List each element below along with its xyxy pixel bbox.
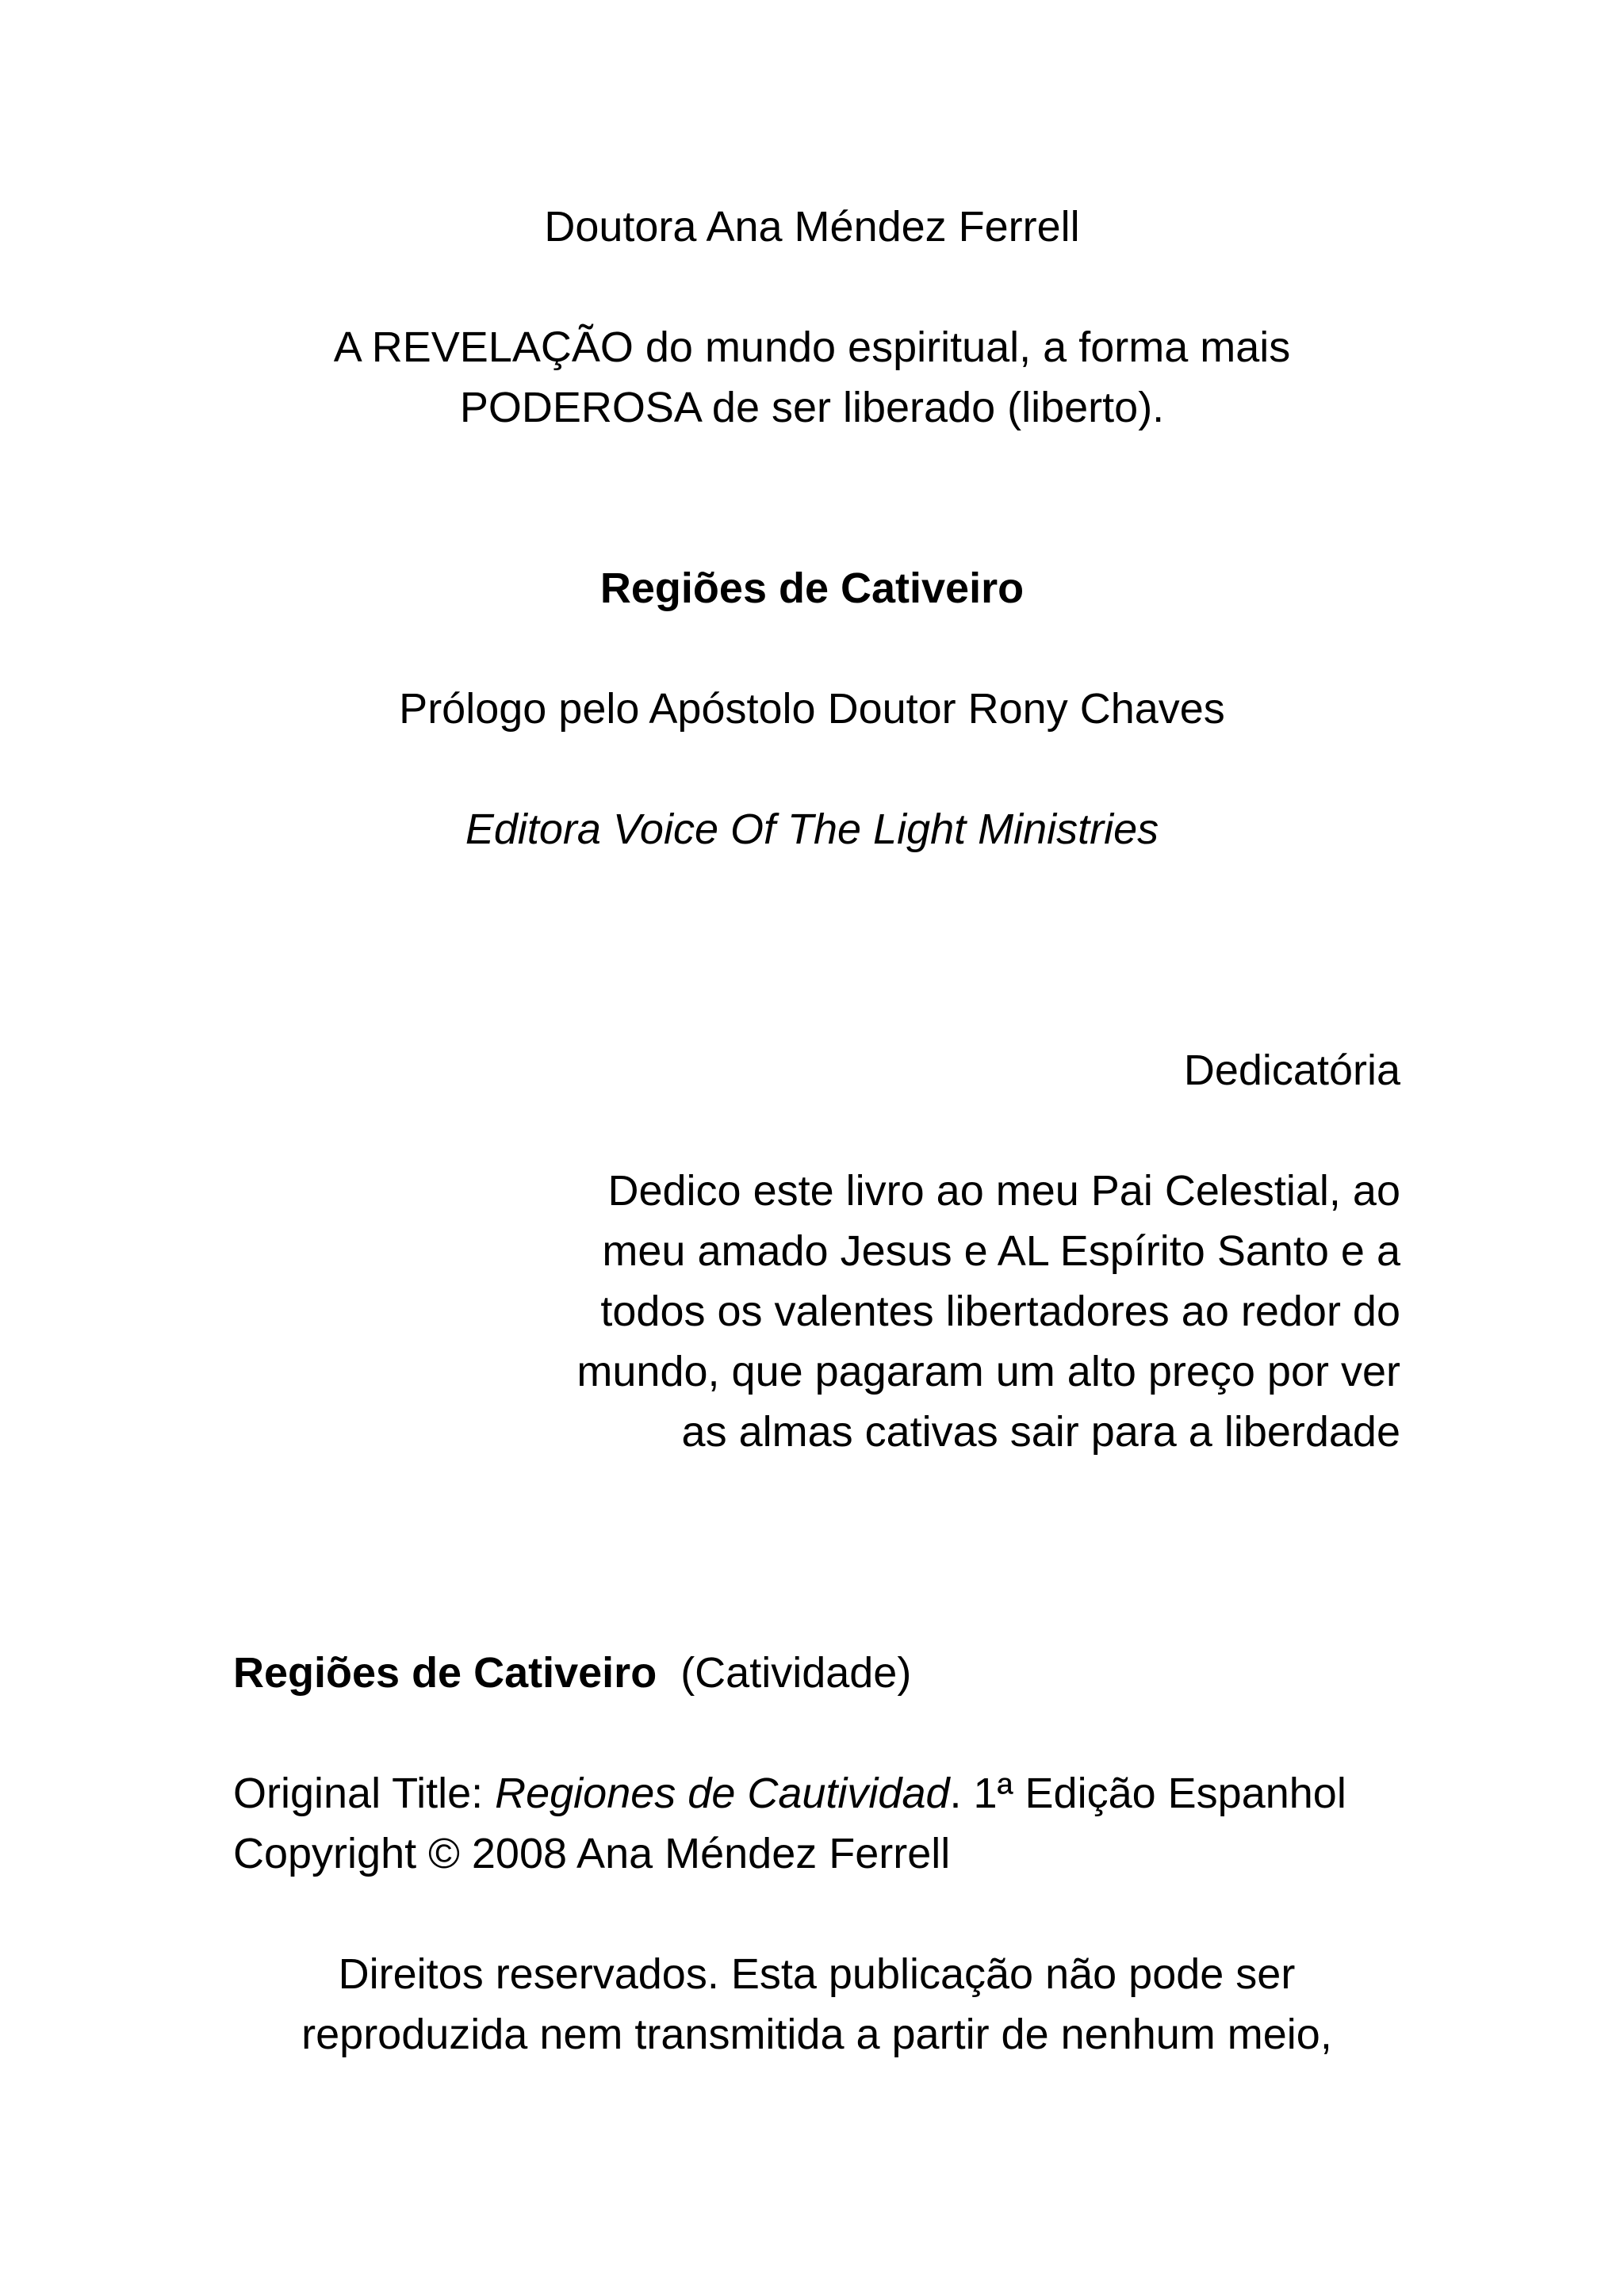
dedication-line: meu amado Jesus e AL Espírito Santo e a bbox=[602, 1227, 1400, 1275]
credits-title-suffix: (Catividade) bbox=[680, 1649, 912, 1697]
rights-line-2: reproduzida nem transmitida a partir de nenhum meio, bbox=[301, 2011, 1332, 2058]
dedication-line: todos os valentes libertadores ao redor do bbox=[600, 1288, 1400, 1335]
book-title: Regiões de Cativeiro bbox=[599, 564, 1025, 612]
rights-line-1: Direitos reservados. Esta publicação não pode ser bbox=[338, 1950, 1296, 1998]
original-title: Regiones de Cautividad bbox=[495, 1770, 950, 1817]
prologue-line: Prólogo pelo Apóstolo Doutor Rony Chaves bbox=[399, 685, 1225, 733]
dedication-line: Dedico este livro ao meu Pai Celestial, ao bbox=[607, 1167, 1400, 1215]
original-title-prefix: Original Title: bbox=[233, 1770, 496, 1817]
edition-text: . 1ª Edição Espanhol bbox=[949, 1770, 1346, 1817]
tagline-line-1: A REVELAÇÃO do mundo espiritual, a forma mais bbox=[333, 323, 1291, 371]
dedication-line: as almas cativas sair para a liberdade bbox=[681, 1408, 1400, 1456]
original-title-line bbox=[233, 1763, 1470, 1823]
dedication-line: mundo, que pagaram um alto preço por ver bbox=[576, 1348, 1400, 1395]
publisher-line: Editora Voice Of The Light Ministries bbox=[465, 806, 1159, 853]
author-line: Doutora Ana Méndez Ferrell bbox=[544, 203, 1080, 251]
credits-title bbox=[233, 1643, 1470, 1703]
credits-title-bold: Regiões de Cativeiro bbox=[233, 1649, 657, 1697]
tagline-line-2: PODEROSA de ser liberado (liberto). bbox=[459, 384, 1165, 431]
dedication-heading: Dedicatória bbox=[1183, 1047, 1400, 1094]
copyright-line: Copyright © 2008 Ana Méndez Ferrell bbox=[233, 1830, 951, 1877]
